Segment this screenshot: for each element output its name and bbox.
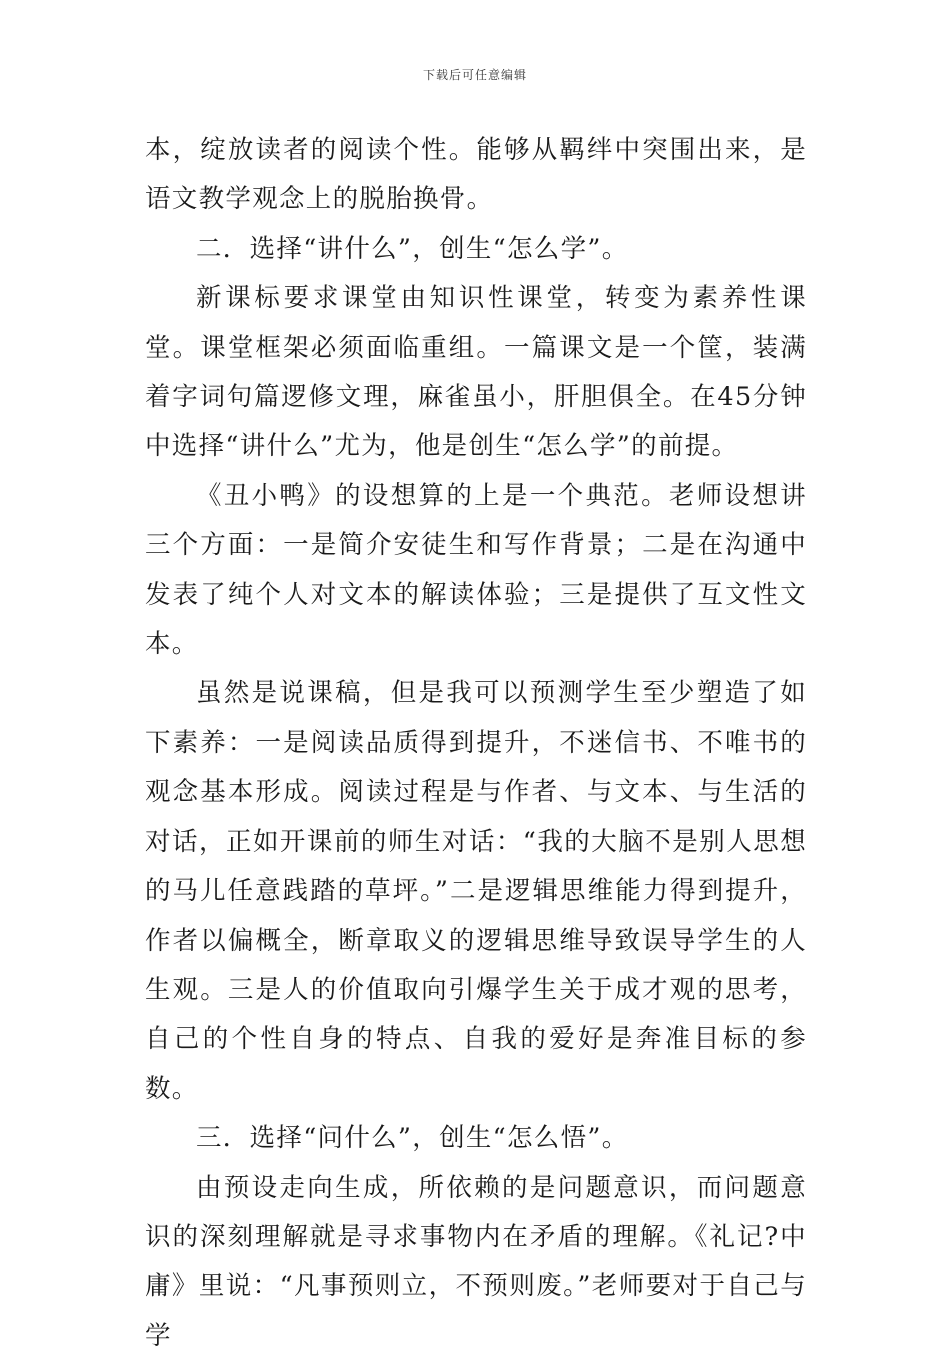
- paragraph-4: 《丑小鸭》的设想算的上是一个典范。老师设想讲三个方面：一是简介安徒生和写作背景；二是在沟通中发表了纯个人对文本的解读体验；三是提供了互文性文本。: [145, 480, 807, 660]
- paragraph-7: 由预设走向生成，所依赖的是问题意识，而问题意识的深刻理解就是寻求事物内在矛盾的理解。《礼记?中庸》里说：“凡事预则立，不预则废。”老师要对于自己与学: [145, 1172, 807, 1351]
- section-heading-3: 三．选择“问什么”，创生“怎么悟”。: [196, 1123, 629, 1154]
- paragraph-1: 本，绽放读者的阅读个性。能够从羁绊中突围出来，是语文教学观念上的脱胎换骨。: [145, 135, 807, 215]
- section-heading-2: 二．选择“讲什么”，创生“怎么学”。: [196, 233, 629, 264]
- document-body: [145, 126, 807, 1361]
- paragraph-5: 虽然是说课稿，但是我可以预测学生至少塑造了如下素养：一是阅读品质得到提升，不迷信书、不唯书的观念基本形成。阅读过程是与作者、与文本、与生活的对话，正如开课前的师生对话：“我的大脑不是别人思想的马儿任意践踏的草坪。”二是逻辑思维能力得到提升，作者以偏概全，断章取义的逻辑思维导致误导学生的人生观。三是人的价值取向引爆学生关于成才观的思考，自己的个性自身的特点、自我的爱好是奔准目标的参数。: [145, 678, 807, 1104]
- paragraph-3: 新课标要求课堂由知识性课堂，转变为素养性课堂。课堂框架必须面临重组。一篇课文是一个筐，装满着字词句篇逻修文理，麻雀虽小，肝胆俱全。在45分钟中选择“讲什么”尤为，他是创生“怎么学”的前提。: [145, 283, 807, 462]
- page-header: 下载后可任意编辑: [422, 68, 527, 82]
